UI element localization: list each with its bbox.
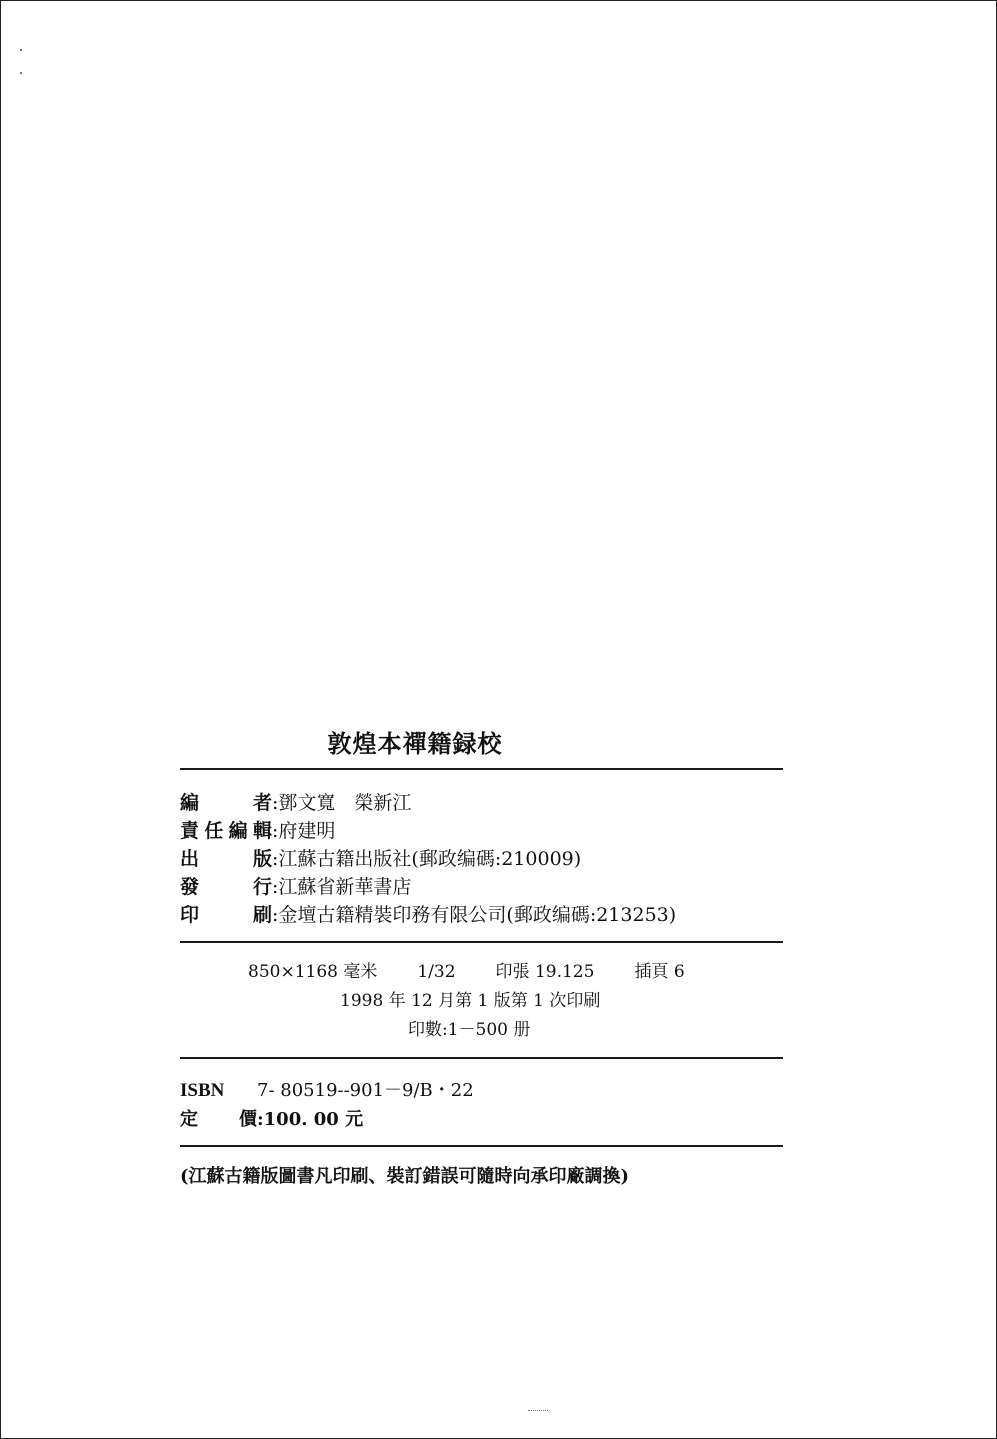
spec-sheets: 印張 19.125 [495,962,595,982]
price-value: 100. 00 元 [263,1109,364,1130]
price-separator: : [257,1109,264,1130]
rule-after-credits [180,941,783,943]
spec-print-run: 印數:1－500 册 [408,1020,531,1040]
isbn-label: ISBN [180,1080,225,1101]
rule-after-price [180,1145,783,1147]
scan-footer-mark [528,1410,548,1413]
scan-speck [20,72,22,74]
credit-row-responsible-editor [180,817,783,845]
book-title: 敦煌本禪籍録校 [327,729,503,758]
credit-row-publisher [180,845,783,873]
isbn-row [180,1076,783,1105]
price-label: 定價 [180,1109,257,1130]
credit-label: 責任編輯 [180,820,272,842]
credit-value: 府建明 [278,820,336,842]
credit-separator: : [272,904,279,926]
credit-value: 江蘇古籍出版社(郵政编碼:210009) [278,848,582,870]
credit-separator: : [272,792,279,814]
biblio-block [180,1076,783,1134]
credit-label: 出版 [180,848,272,870]
credit-value: 鄧文寬 榮新江 [278,792,412,814]
isbn-value: 7- 80519--901－9/B・22 [257,1080,474,1101]
spec-line-format [180,958,783,987]
credits-block [180,789,783,929]
spec-format: 850×1168 毫米 [248,962,378,982]
price-row [180,1105,783,1134]
replacement-notice: (江蘇古籍版圖書凡印刷、裝訂錯誤可隨時向承印廠調換) [180,1166,630,1187]
spec-edition: 1998 年 12 月第 1 版第 1 次印刷 [340,991,601,1011]
spec-plates: 插頁 6 [634,962,685,982]
credit-row-printer [180,901,783,929]
credit-label: 編者 [180,792,272,814]
rule-after-specs [180,1057,783,1059]
rule-top [180,768,783,770]
credit-label: 發行 [180,876,272,898]
credit-row-editors [180,789,783,817]
credit-label: 印刷 [180,904,272,926]
credit-separator: : [272,876,279,898]
specs-block [180,958,783,1045]
credit-value: 江蘇省新華書店 [278,876,412,898]
credit-row-distributor [180,873,783,901]
credit-separator: : [272,848,279,870]
credit-value: 金壇古籍精裝印務有限公司(郵政编碼:213253) [278,904,677,926]
credit-separator: : [272,820,279,842]
spec-fold: 1/32 [417,962,456,982]
scan-speck [20,49,22,51]
